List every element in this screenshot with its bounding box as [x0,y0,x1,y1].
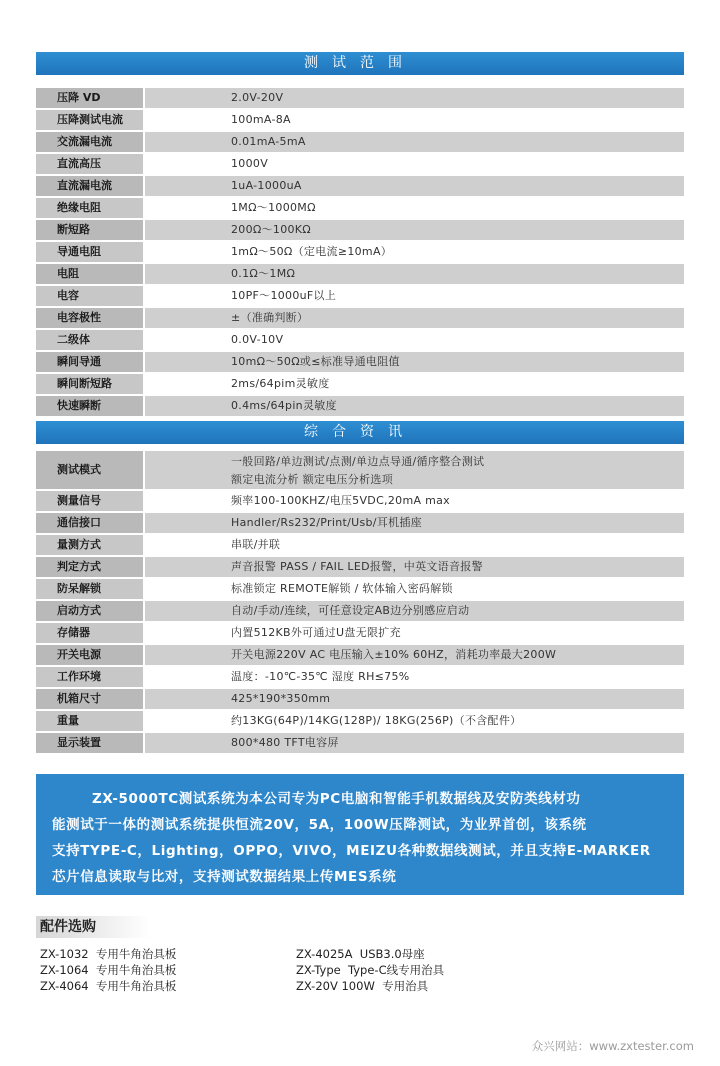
table-row [36,132,684,152]
row-value: 频率100-100KHZ/电压5VDC,20mA max [145,491,684,511]
row-key: 显示装置 [36,733,143,753]
table-row [36,557,684,577]
table-row [36,330,684,350]
table-row [36,352,684,372]
row-value: 1uA-1000uA [145,176,684,196]
row-key: 交流漏电流 [36,132,143,152]
accessory-item: ZX-4025A USB3.0母座 [296,947,425,961]
row-value: 10mΩ～50Ω或≤标准导通电阻值 [145,352,684,372]
row-key: 存储器 [36,623,143,643]
row-value: 开关电源220V AC 电压输入±10% 60HZ，消耗功率最大200W [145,645,684,665]
table-row [36,645,684,665]
row-key: 瞬间断短路 [36,374,143,394]
info-table [36,451,684,755]
table-row [36,535,684,555]
intro-line: ZX-5000TC测试系统为本公司专为PC电脑和智能手机数据线及安防类线材功 [92,791,581,807]
row-key: 测量信号 [36,491,143,511]
row-key: 工作环境 [36,667,143,687]
row-value: 10PF～1000uF以上 [145,286,684,306]
row-value [145,451,684,489]
accessory-item: ZX-Type Type-C线专用治具 [296,963,445,977]
row-value: 串联/并联 [145,535,684,555]
row-value: 1mΩ～50Ω（定电流≥10mA） [145,242,684,262]
table-row [36,154,684,174]
accessory-item: ZX-1064 专用牛角治具板 [40,963,177,977]
row-value: 100mA-8A [145,110,684,130]
section-title: 测试范围 [304,55,416,71]
website-footer: 众兴网站：www.zxtester.com [531,1039,694,1053]
row-value: 2ms/64pim灵敏度 [145,374,684,394]
row-key: 压降测试电流 [36,110,143,130]
row-key: 瞬间导通 [36,352,143,372]
row-key: 电容极性 [36,308,143,328]
table-row [36,601,684,621]
row-value: 声音报警 PASS / FAIL LED报警，中英文语音报警 [145,557,684,577]
row-key: 快速瞬断 [36,396,143,416]
section-header-info [36,421,684,444]
row-value-line: 一般回路/单边测试/点测/单边点导通/循序整合测试 [231,455,485,468]
row-key: 导通电阻 [36,242,143,262]
row-key: 二级体 [36,330,143,350]
table-row [36,308,684,328]
row-value: 0.4ms/64pin灵敏度 [145,396,684,416]
row-key: 测试模式 [36,451,143,489]
row-value: ±（准确判断） [145,308,684,328]
row-value: 内置512KB外可通过U盘无限扩充 [145,623,684,643]
accessories-right [296,946,444,994]
row-key: 防呆解锁 [36,579,143,599]
row-value: 0.01mA-5mA [145,132,684,152]
section-header-range [36,52,684,75]
row-key: 电阻 [36,264,143,284]
row-value-line: 额定电流分析 额定电压分析选项 [231,473,393,486]
product-intro [36,774,684,895]
row-key: 启动方式 [36,601,143,621]
row-value: 2.0V-20V [145,88,684,108]
table-row [36,286,684,306]
table-row [36,733,684,753]
row-key: 机箱尺寸 [36,689,143,709]
row-key: 通信接口 [36,513,143,533]
row-value: 约13KG(64P)/14KG(128P)/ 18KG(256P)（不含配件） [145,711,684,731]
section-title: 综合资讯 [304,424,416,440]
row-key: 开关电源 [36,645,143,665]
table-row [36,264,684,284]
intro-line: 支持TYPE-C，Lighting，OPPO，VIVO，MEIZU各种数据线测试，并且支持E-MARKER [52,843,651,859]
table-row [36,711,684,731]
row-value: 1000V [145,154,684,174]
table-row [36,242,684,262]
table-row [36,110,684,130]
accessory-item: ZX-4064 专用牛角治具板 [40,979,177,993]
row-key: 重量 [36,711,143,731]
row-key: 绝缘电阻 [36,198,143,218]
table-row [36,198,684,218]
range-table [36,88,684,418]
table-row [36,579,684,599]
table-row [36,689,684,709]
table-row [36,396,684,416]
row-value: 200Ω～100KΩ [145,220,684,240]
row-value: 425*190*350mm [145,689,684,709]
accessories-title: 配件选购 [36,916,150,938]
row-key: 量测方式 [36,535,143,555]
table-row [36,491,684,511]
table-row [36,513,684,533]
row-key: 断短路 [36,220,143,240]
row-key: 压降 VD [36,88,143,108]
row-key: 电容 [36,286,143,306]
row-value: 标准锁定 REMOTE解锁 / 软体输入密码解锁 [145,579,684,599]
row-value: 800*480 TFT电容屏 [145,733,684,753]
row-value: 0.1Ω～1MΩ [145,264,684,284]
table-row [36,667,684,687]
row-value: 温度：-10℃-35℃ 湿度 RH≤75% [145,667,684,687]
row-value: 1MΩ～1000MΩ [145,198,684,218]
table-row [36,374,684,394]
accessory-item: ZX-20V 100W 专用治具 [296,979,429,993]
table-row [36,220,684,240]
row-value: Handler/Rs232/Print/Usb/耳机插座 [145,513,684,533]
accessories-left [40,946,176,994]
table-row [36,176,684,196]
row-key: 直流高压 [36,154,143,174]
table-row [36,88,684,108]
accessory-item: ZX-1032 专用牛角治具板 [40,947,177,961]
intro-line: 芯片信息读取与比对，支持测试数据结果上传MES系统 [52,869,397,885]
row-value: 0.0V-10V [145,330,684,350]
row-key: 判定方式 [36,557,143,577]
table-row [36,623,684,643]
intro-line: 能测试于一体的测试系统提供恒流20V，5A，100W压降测试，为业界首创，该系统 [52,817,587,833]
table-row [36,451,684,489]
row-value: 自动/手动/连续，可任意设定AB边分别感应启动 [145,601,684,621]
row-key: 直流漏电流 [36,176,143,196]
